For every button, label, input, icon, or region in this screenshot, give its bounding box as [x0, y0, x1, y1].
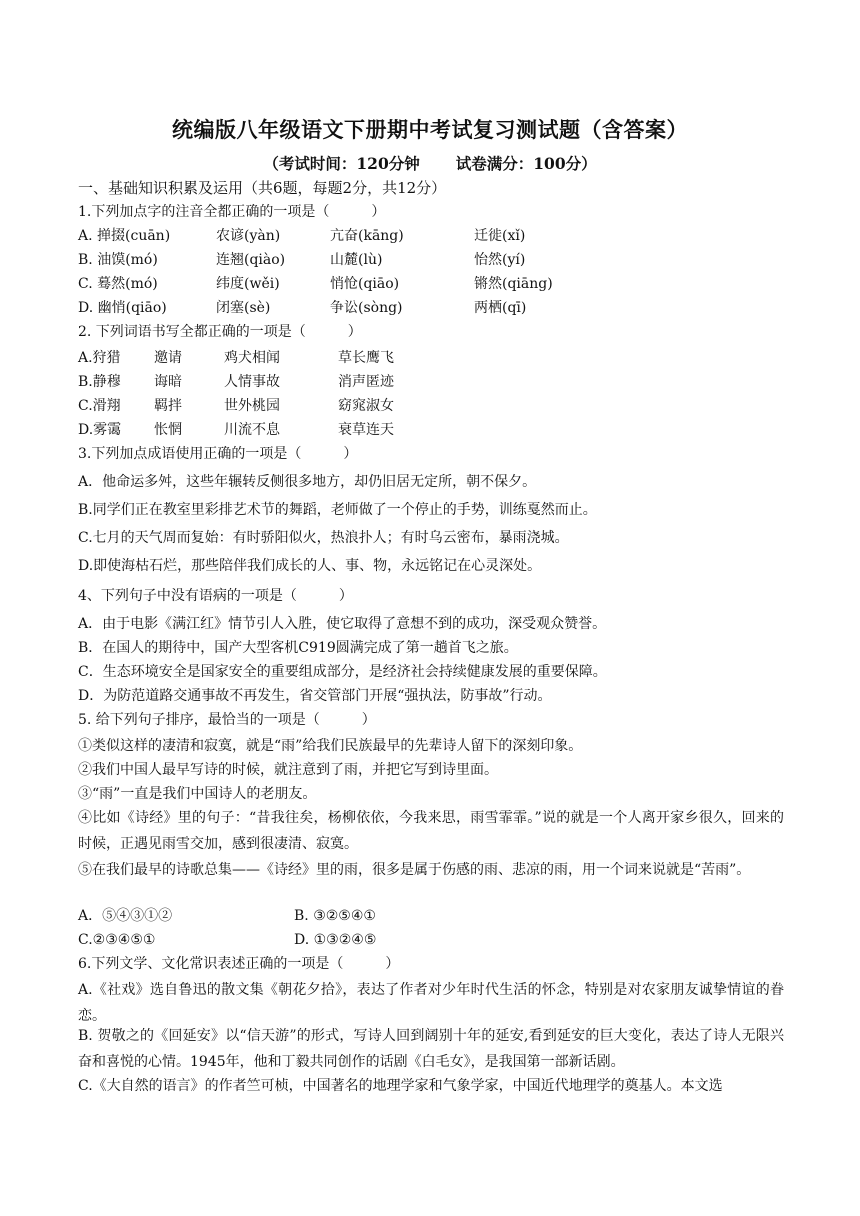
question-3-stem: 3.下列加点成语使用正确的一项是（ ）: [78, 446, 358, 462]
answer-option: A．⑤④③①②: [78, 908, 173, 924]
option-cell: 草长鹰飞: [338, 350, 394, 366]
option-cell: D.雾霭: [78, 422, 122, 438]
q3-option-c: C.七月的天气周而复始：有时骄阳似火，热浪扑人；有时乌云密布，暴雨浇城。: [78, 530, 569, 546]
option-cell: 锵然(qiāng): [474, 276, 553, 292]
q5-sentence-5: ⑤在我们最早的诗歌总集——《诗经》里的雨，很多是属于伤感的雨、悲凉的雨，用一个词来说就是“苦雨”。: [78, 862, 751, 878]
answer-option: D. ①③②④⑤: [294, 932, 377, 948]
option-cell: 两栖(qī): [474, 300, 527, 316]
option-cell: 怅惘: [154, 422, 182, 438]
q3-option-a: A．他命运多舛，这些年辗转反侧很多地方，却仍旧居无定所，朝不保夕。: [78, 474, 537, 490]
option-cell: C.滑翔: [78, 398, 121, 414]
option-cell: B.静穆: [78, 374, 121, 390]
option-cell: B. 油馍(mó): [78, 252, 158, 268]
option-cell: A. 掸掇(cuān): [78, 228, 171, 244]
q5-sentence-4: ④比如《诗经》里的句子：“昔我往矣，杨柳依依，今我来思，雨雪霏霏。”说的就是一个人离开家乡很久，回来的时候，正遇见雨雪交加，感到很凄清、寂寞。: [78, 810, 784, 852]
answer-option: C.②③④⑤①: [78, 932, 156, 948]
option-cell: 邀请: [154, 350, 182, 366]
option-cell: 川流不息: [224, 422, 280, 438]
q6-option-a: A.《社戏》选自鲁迅的散文集《朝花夕拾》，表达了作者对少年时代生活的怀念，特别是对农家朋友诚挚情谊的眷恋。: [78, 982, 784, 1024]
q1-option-b: [78, 250, 784, 270]
option-cell: A.狩猎: [78, 350, 121, 366]
option-cell: 窈窕淑女: [338, 398, 394, 414]
option-cell: 消声匿迹: [338, 374, 394, 390]
q4-option-b: B．在国人的期待中，国产大型客机C919圆满完成了第一趟首飞之旅。: [78, 640, 518, 656]
q2-option-c: [78, 396, 784, 416]
question-5-stem: 5. 给下列句子排序，最恰当的一项是（ ）: [78, 712, 376, 728]
q5-answers-cd: [78, 930, 784, 950]
q3-option-b: B.同学们正在教室里彩排艺术节的舞蹈，老师做了一个停止的手势，训练戛然而止。: [78, 502, 597, 518]
option-cell: 衰草连天: [338, 422, 394, 438]
option-cell: 纬度(wěi): [216, 276, 280, 292]
q1-option-a: [78, 226, 784, 246]
option-cell: 山麓(lù): [330, 252, 383, 268]
option-cell: 亢奋(kāng): [330, 228, 404, 244]
option-cell: 世外桃园: [224, 398, 280, 414]
q5-answers-ab: [78, 906, 784, 926]
option-cell: 迁徙(xǐ): [474, 228, 526, 244]
q4-option-a: A．由于电影《满江红》情节引人入胜，使它取得了意想不到的成功，深受观众赞誉。: [78, 616, 607, 632]
question-6-stem: 6.下列文学、文化常识表述正确的一项是（ ）: [78, 956, 400, 972]
q6-option-c: C.《大自然的语言》的作者竺可桢，中国著名的地理学家和气象学家，中国近代地理学的奠基人。本文选: [78, 1078, 723, 1094]
q2-option-d: [78, 420, 784, 440]
section-heading: 一、基础知识积累及运用（共6题，每题2分，共12分）: [78, 179, 447, 197]
exam-info: [0, 152, 860, 174]
question-4-stem: 4、下列句子中没有语病的一项是（ ）: [78, 588, 353, 604]
option-cell: 鸡犬相闻: [224, 350, 280, 366]
q2-option-a: [78, 348, 784, 368]
option-cell: 农谚(yàn): [216, 228, 281, 244]
document-title: 统编版八年级语文下册期中考试复习测试题（含答案）: [172, 117, 688, 142]
option-cell: 羁拌: [154, 398, 182, 414]
q5-sentence-2: ②我们中国人最早写诗的时候，就注意到了雨，并把它写到诗里面。: [78, 762, 498, 778]
q1-option-c: [78, 274, 784, 294]
question-2-stem: 2. 下列词语书写全都正确的一项是（ ）: [78, 324, 362, 340]
option-cell: 怡然(yí): [474, 252, 526, 268]
question-1-stem: 1.下列加点字的注音全都正确的一项是（ ）: [78, 204, 386, 220]
q1-option-d: [78, 298, 784, 318]
option-cell: 争讼(sòng): [330, 300, 403, 316]
option-cell: 悄怆(qiāo): [330, 276, 400, 292]
option-cell: 人情事故: [224, 374, 280, 390]
q3-option-d: D.即使海枯石烂，那些陪伴我们成长的人、事、物，永远铭记在心灵深处。: [78, 558, 542, 574]
q4-option-c: C．生态环境安全是国家安全的重要组成部分，是经济社会持续健康发展的重要保障。: [78, 664, 607, 680]
option-cell: C. 蓦然(mó): [78, 276, 158, 292]
option-cell: 诲暗: [154, 374, 182, 390]
q5-sentence-1: ①类似这样的凄清和寂寞，就是“雨”给我们民族最早的先辈诗人留下的深刻印象。: [78, 738, 583, 754]
option-cell: 闭塞(sè): [216, 300, 271, 316]
option-cell: 连翘(qiào): [216, 252, 286, 268]
q6-option-b: B. 贺敬之的《回延安》以“信天游”的形式，写诗人回到阔别十年的延安,看到延安的巨大变化，表达了诗人无限兴奋和喜悦的心情。1945年，他和丁毅共同创作的话剧《白毛女》，是我国第一部新话剧。: [78, 1028, 784, 1070]
answer-option: B. ③②⑤④①: [294, 908, 376, 924]
q5-sentence-3: ③“雨”一直是我们中国诗人的老朋友。: [78, 786, 317, 802]
q4-option-d: D．为防范道路交通事故不再发生，省交管部门开展“强执法，防事故”行动。: [78, 688, 552, 704]
full-score: 试卷满分：100分）: [455, 154, 597, 173]
q2-option-b: [78, 372, 784, 392]
exam-time: （考试时间：120分钟: [263, 154, 420, 173]
option-cell: D. 幽悄(qiāo): [78, 300, 167, 316]
